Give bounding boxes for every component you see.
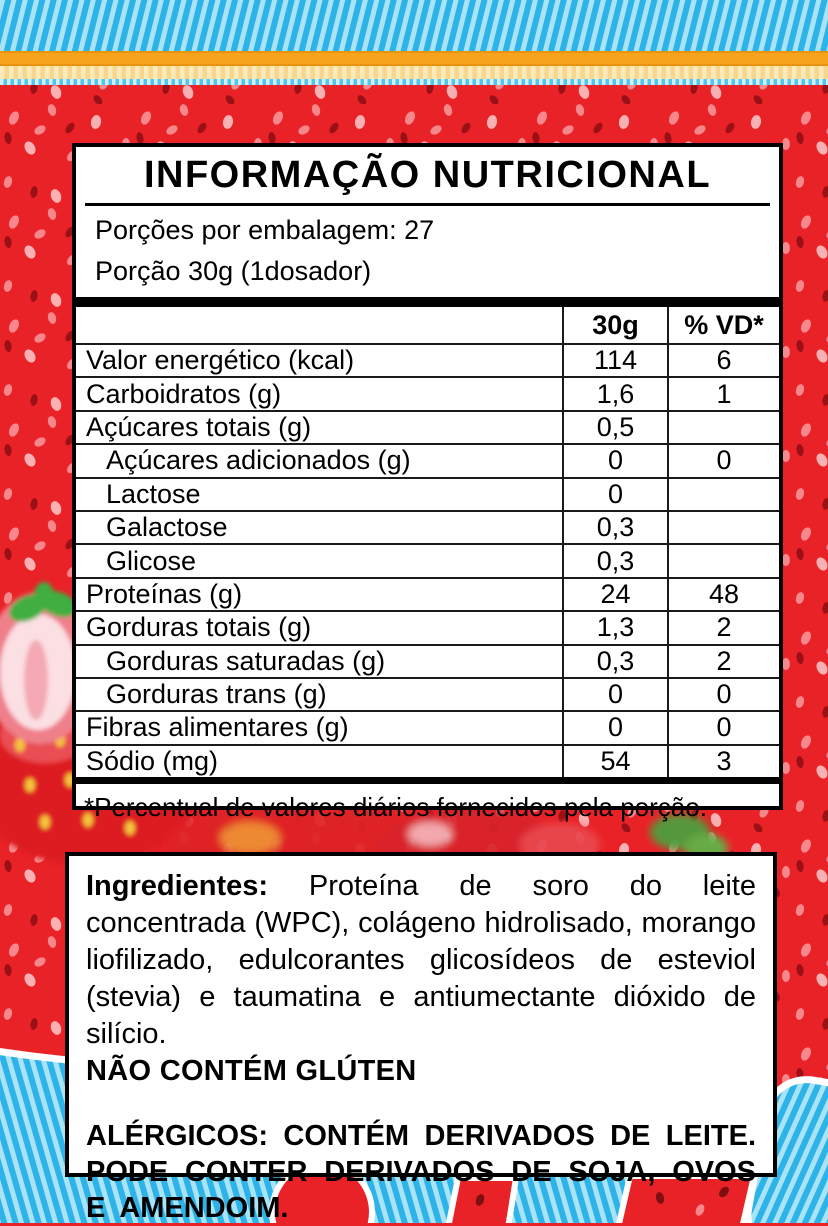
amount-cell: 1,6 [563,377,668,410]
amount-cell: 0 [563,711,668,744]
dv-column-header: % VD* [668,307,779,344]
nutrient-name-cell: Lactose [76,478,563,511]
dv-cell: 3 [668,745,779,777]
nutrient-name-cell: Proteínas (g) [76,578,563,611]
nutrient-name-cell: Fibras alimentares (g) [76,711,563,744]
table-row [76,478,779,511]
table-row [76,745,779,777]
amount-cell: 0,3 [563,511,668,544]
nutrient-name-cell: Gorduras saturadas (g) [76,645,563,678]
table-row [76,578,779,611]
amount-cell: 0 [563,478,668,511]
nutrient-name-cell: Gorduras totais (g) [76,611,563,644]
amount-cell: 0,3 [563,645,668,678]
dv-cell: 1 [668,377,779,410]
amount-cell: 54 [563,745,668,777]
table-header-row [76,307,779,344]
amount-cell: 24 [563,578,668,611]
amount-cell: 0 [563,678,668,711]
separator-bar-top [76,297,779,307]
table-row [76,544,779,577]
servings-per-package: Porções por embalagem: 27 [95,215,435,245]
separator-bar-bottom [76,777,779,784]
table-row [76,611,779,644]
dv-cell: 2 [668,645,779,678]
panel-title: INFORMAÇÃO NUTRICIONAL [143,154,712,196]
nutrient-name-cell: Glicose [76,544,563,577]
amount-cell: 0,3 [563,544,668,577]
ingredients-lead: Ingredientes: [86,870,269,902]
table-row [76,411,779,444]
nutrient-name-cell: Carboidratos (g) [76,377,563,410]
dv-cell: 0 [668,678,779,711]
table-row [76,511,779,544]
table-row [76,444,779,477]
nutrient-name-cell: Açúcares adicionados (g) [76,444,563,477]
dv-cell [668,511,779,544]
portion-size: Porção 30g (1dosador) [95,256,372,286]
dv-footnote: *Percentual de valores diários fornecidos pela porção. [84,792,707,823]
nutrient-name-cell: Sódio (mg) [76,745,563,777]
title-rule [85,203,770,206]
nutrient-column-header [76,307,563,344]
orange-band [0,53,828,64]
ingredients-panel [65,852,777,1224]
gluten-free-statement: NÃO CONTÉM GLÚTEN [86,1055,417,1087]
nutrition-table [76,307,779,777]
dv-cell: 48 [668,578,779,611]
cream-stripe-band [0,66,828,79]
dv-cell: 0 [668,444,779,477]
dv-cell: 0 [668,711,779,744]
ingredients-paragraph [86,868,756,1053]
thin-blue-band [0,79,828,85]
dv-cell: 6 [668,344,779,377]
amount-cell: 114 [563,344,668,377]
table-row [76,645,779,678]
dv-cell: 2 [668,611,779,644]
amount-column-header: 30g [563,307,668,344]
amount-cell: 0 [563,444,668,477]
table-row [76,344,779,377]
allergens-statement: ALÉRGICOS: CONTÉM DERIVADOS DE LEITE. PODE CONTER DERIVADOS DE SOJA, OVOS E AMENDOIM. [86,1120,756,1224]
amount-cell: 1,3 [563,611,668,644]
table-row [76,377,779,410]
amount-cell: 0,5 [563,411,668,444]
ingredients-body: Proteína de soro do leite concentrada (WPC), colágeno hidrolisado, morango liofilizado, edulcorantes glicosídeos de esteviol (stevia) e taumatina e antiumectante dióxido de silício. [86,870,756,1050]
dv-cell [668,411,779,444]
nutrient-name-cell: Gorduras trans (g) [76,678,563,711]
top-stripe-band [0,0,828,52]
nutrient-name-cell: Açúcares totais (g) [76,411,563,444]
table-row [76,711,779,744]
nutrient-name-cell: Galactose [76,511,563,544]
dv-cell [668,478,779,511]
dv-cell [668,544,779,577]
table-row [76,678,779,711]
nutrition-facts-panel [72,143,783,823]
nutrient-name-cell: Valor energético (kcal) [76,344,563,377]
